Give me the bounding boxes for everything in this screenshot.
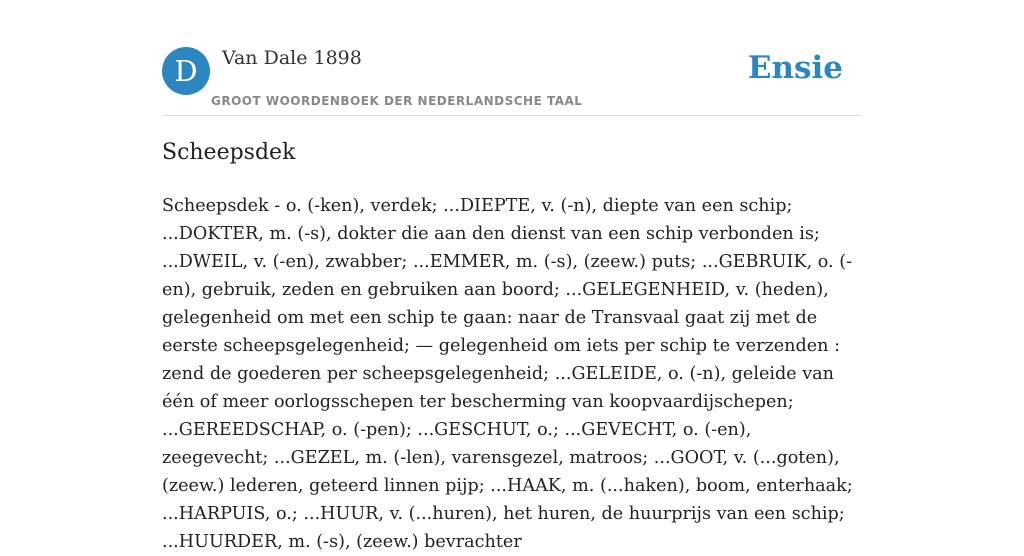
brand-logo[interactable]: Ensie xyxy=(747,50,843,86)
site-header xyxy=(162,40,862,116)
dictionary-name[interactable]: Van Dale 1898 xyxy=(222,47,362,69)
entry-definition: Scheepsdek - o. (-ken), verdek; ...DIEPTE, v. (-n), diepte van een schip; ...DOKTER, m. (-s), dokter die aan den dienst van een schip verbonden is; ...DWEIL, v. (-en), zwabber; ...EMMER, m. (-s), (zeew.) puts; ...GEBRUIK, o. (-en), gebruik, zeden en gebruiken aan boord; ...GELEGENHEID, v. (heden), gelegenheid om met een schip te gaan: naar de Transvaal gaat zij met de eerste scheepsgelegenheid; — gelegenheid om iets per schip te verzenden : zend de goederen per scheepsgelegenheid; ...GELEIDE, o. (-n), geleide van één of meer oorlogsschepen ter bescherming van koopvaardijschepen; ...GEREEDSCHAP, o. (-pen); ...GESCHUT, o.; ...GEVECHT, o. (-en), zeegevecht; ...GEZEL, m. (-len), varensgezel, matroos; ...GOOT, v. (...goten), (zeew.) lederen, geteerd linnen pijp; ...HAAK, m. (...haken), boom, enterhaak; ...HARPUIS, o.; ...HUUR, v. (...huren), het huren, de huurprijs van een schip; ...HUURDER, m. (-s), (zeew.) bevrachter xyxy=(162,196,853,552)
dictionary-logo[interactable]: D xyxy=(162,47,210,95)
dictionary-subtitle: GROOT WOORDENBOEK DER NEDERLANDSCHE TAAL xyxy=(211,94,583,108)
entry-headword: Scheepsdek xyxy=(162,140,296,165)
